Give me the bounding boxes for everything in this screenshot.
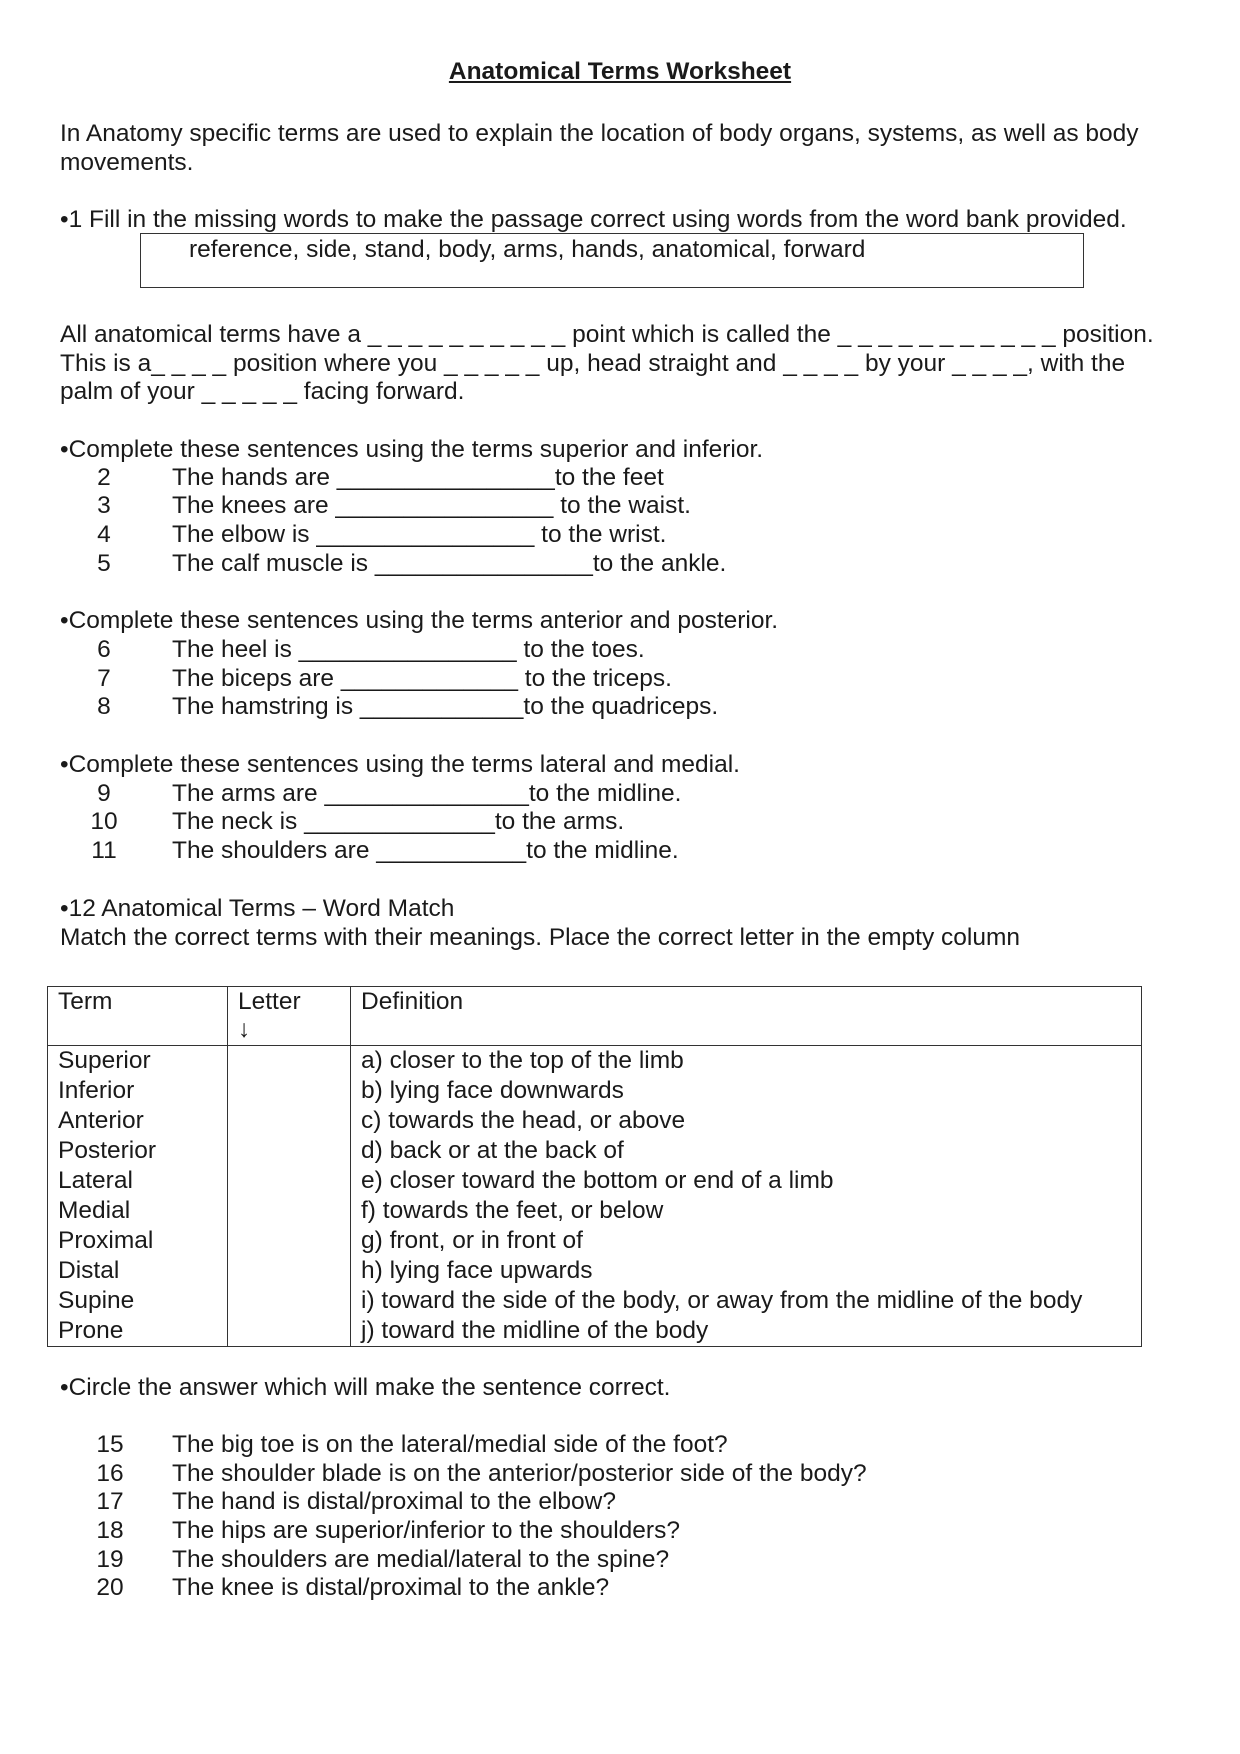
word-bank-text: reference, side, stand, body, arms, hands, anatomical, forward <box>189 236 866 263</box>
definition-cell: i) toward the side of the body, or away from the midline of the body <box>351 1286 1142 1316</box>
definition-cell: b) lying face downwards <box>351 1076 1142 1106</box>
question-number: 11 <box>91 837 117 864</box>
term-cell: Distal <box>48 1256 228 1286</box>
table-row <box>48 1046 1142 1077</box>
question-number: 9 <box>97 780 111 807</box>
question-text: The neck is ______________to the arms. <box>172 808 625 835</box>
question-text: The arms are _______________to the midline. <box>172 780 682 807</box>
intro-text-continued: movements. <box>60 149 194 176</box>
passage-line: This is a_ _ _ _ position where you _ _ _ _ _ up, head straight and _ _ _ _ by your _ _ _ _, with the <box>60 350 1126 377</box>
term-cell: Superior <box>48 1046 228 1077</box>
q12-instruction: Match the correct terms with their meanings. Place the correct letter in the empty column <box>60 924 1020 951</box>
letter-cell[interactable] <box>228 1046 351 1077</box>
letter-cell[interactable] <box>228 1286 351 1316</box>
definition-cell: a) closer to the top of the limb <box>351 1046 1142 1077</box>
q12-heading: •12 Anatomical Terms – Word Match <box>60 895 455 922</box>
question-text: The big toe is on the lateral/medial side of the foot? <box>172 1431 728 1458</box>
letter-cell[interactable] <box>228 1196 351 1226</box>
question-number: 5 <box>97 550 111 577</box>
letter-cell[interactable] <box>228 1106 351 1136</box>
question-number: 3 <box>97 492 111 519</box>
definition-cell: d) back or at the back of <box>351 1136 1142 1166</box>
table-row <box>48 1076 1142 1106</box>
question-text: The hips are superior/inferior to the shoulders? <box>172 1517 680 1544</box>
question-text: The calf muscle is ________________to the ankle. <box>172 550 727 577</box>
question-text: The hand is distal/proximal to the elbow? <box>172 1488 616 1515</box>
question-text: The elbow is ________________ to the wrist. <box>172 521 667 548</box>
table-row <box>48 1196 1142 1226</box>
question-text: The heel is ________________ to the toes. <box>172 636 645 663</box>
down-arrow-icon: ↓ <box>238 1016 251 1043</box>
header-term: Term <box>48 987 228 1046</box>
question-number: 17 <box>96 1488 124 1515</box>
letter-cell[interactable] <box>228 1316 351 1347</box>
word-match-table <box>47 986 1142 1347</box>
table-row <box>48 1286 1142 1316</box>
intro-text: In Anatomy specific terms are used to explain the location of body organs, systems, as well as body <box>60 120 1139 147</box>
term-cell: Prone <box>48 1316 228 1347</box>
question-number: 18 <box>96 1517 124 1544</box>
question-number: 7 <box>97 665 111 692</box>
question-text: The biceps are _____________ to the triceps. <box>172 665 672 692</box>
term-cell: Proximal <box>48 1226 228 1256</box>
question-text: The hamstring is ____________to the quadriceps. <box>172 693 719 720</box>
question-text: The shoulder blade is on the anterior/posterior side of the body? <box>172 1460 867 1487</box>
question-text: The shoulders are medial/lateral to the spine? <box>172 1546 670 1573</box>
table-row <box>48 1166 1142 1196</box>
table-row <box>48 1226 1142 1256</box>
definition-cell: g) front, or in front of <box>351 1226 1142 1256</box>
passage-line: palm of your _ _ _ _ _ facing forward. <box>60 378 465 405</box>
definition-cell: e) closer toward the bottom or end of a limb <box>351 1166 1142 1196</box>
definition-cell: h) lying face upwards <box>351 1256 1142 1286</box>
question-number: 8 <box>97 693 111 720</box>
table-header-row <box>48 987 1142 1046</box>
table-row <box>48 1316 1142 1347</box>
table-row <box>48 1106 1142 1136</box>
term-cell: Lateral <box>48 1166 228 1196</box>
question-number: 16 <box>96 1460 124 1487</box>
question-text: The knee is distal/proximal to the ankle? <box>172 1574 610 1601</box>
header-letter: Letter ↓ <box>228 987 351 1046</box>
passage-line: All anatomical terms have a _ _ _ _ _ _ _ _ _ _ point which is called the _ _ _ _ _ _ _ _ _ _ _ position. <box>60 321 1154 348</box>
table-row <box>48 1136 1142 1166</box>
table-row <box>48 1256 1142 1286</box>
term-cell: Anterior <box>48 1106 228 1136</box>
word-bank-box <box>140 233 1084 288</box>
letter-cell[interactable] <box>228 1226 351 1256</box>
question-number: 4 <box>97 521 111 548</box>
section-heading-anterior-posterior: •Complete these sentences using the terms anterior and posterior. <box>60 607 779 634</box>
page-title: Anatomical Terms Worksheet <box>448 58 792 85</box>
question-number: 20 <box>96 1574 124 1601</box>
header-definition: Definition <box>351 987 1142 1046</box>
definition-cell: f) towards the feet, or below <box>351 1196 1142 1226</box>
definition-cell: c) towards the head, or above <box>351 1106 1142 1136</box>
term-cell: Supine <box>48 1286 228 1316</box>
section-heading-circle: •Circle the answer which will make the sentence correct. <box>60 1374 671 1401</box>
term-cell: Inferior <box>48 1076 228 1106</box>
section-heading-lateral-medial: •Complete these sentences using the terms lateral and medial. <box>60 751 740 778</box>
letter-cell[interactable] <box>228 1166 351 1196</box>
q1-instruction: •1 Fill in the missing words to make the passage correct using words from the word bank provided. <box>60 206 1127 233</box>
question-text: The knees are ________________ to the waist. <box>172 492 691 519</box>
question-number: 2 <box>97 464 111 491</box>
question-number: 10 <box>90 808 118 835</box>
term-cell: Medial <box>48 1196 228 1226</box>
letter-cell[interactable] <box>228 1256 351 1286</box>
letter-cell[interactable] <box>228 1136 351 1166</box>
question-number: 15 <box>96 1431 124 1458</box>
section-heading-superior-inferior: •Complete these sentences using the terms superior and inferior. <box>60 436 764 463</box>
question-number: 19 <box>96 1546 124 1573</box>
letter-cell[interactable] <box>228 1076 351 1106</box>
question-text: The shoulders are ___________to the midline. <box>172 837 679 864</box>
definition-cell: j) toward the midline of the body <box>351 1316 1142 1347</box>
term-cell: Posterior <box>48 1136 228 1166</box>
question-text: The hands are ________________to the feet <box>172 464 664 491</box>
question-number: 6 <box>97 636 111 663</box>
